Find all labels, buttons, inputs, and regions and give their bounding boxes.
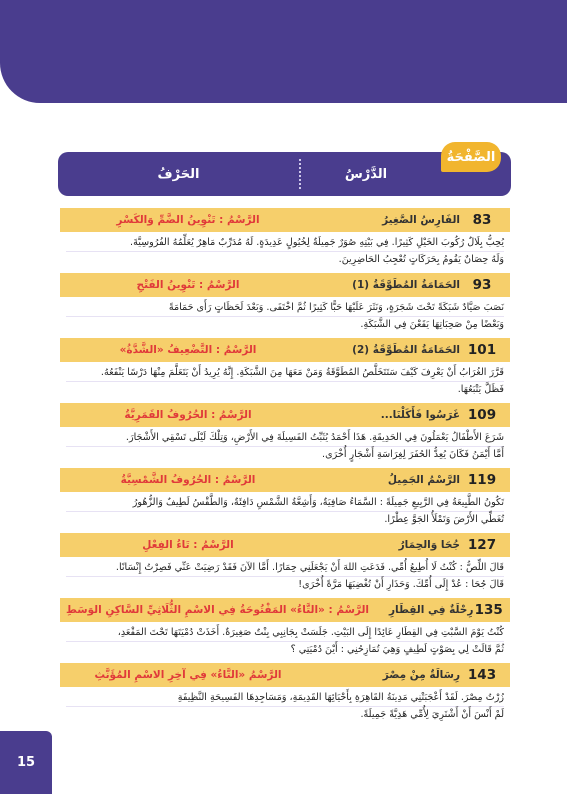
page-number-tab: [0, 731, 52, 794]
excerpt-line: فَظَلَّ يَتْبَعُهَا.: [457, 384, 504, 395]
entry-excerpt: [60, 427, 510, 463]
entry-page-number: 101: [467, 342, 497, 358]
entry-lesson-title: جُحَا وَالحِمَارُ: [398, 539, 460, 551]
list-item: [60, 403, 510, 463]
excerpt-line: وَلَهُ حِصَانٌ يَقُومُ بِحَرَكَاتٍ تُعْجِبُ الحَاضِرِينَ.: [338, 254, 504, 265]
entry-letter-topic: الرَّسْمُ : الحُرُوفُ الشَّمْسِيَّةُ: [120, 474, 256, 486]
entry-page-number: 93: [472, 277, 492, 293]
excerpt-line: وَبَعْضًا مِنْ صَحِبَاتِهَا يَقَعْنَ فِي الشَّبَكَةِ.: [360, 319, 504, 330]
entry-header: [60, 208, 510, 232]
entry-letter-topic: الرَّسْمُ : التَّضْعِيفُ «الشَّدَّةُ»: [119, 344, 257, 356]
excerpt-line: تُغَطِّي الأَرْضَ وَتَمْلَأُ الجَوَّ عِطْرًا.: [384, 514, 504, 525]
list-item: [60, 208, 510, 268]
top-decorative-band: [0, 0, 567, 103]
excerpt-line: قَرَّرَ الغُرَابُ أَنْ يَعْرِفَ كَيْفَ سَتَتَخَلَّصُ المُطَوَّقَةُ وَمَنْ مَعَهَا مِنَ الشَّبَكَةِ. إِنَّهُ يُرِيدُ أَنْ يَتَعَلَّمَ مِنْهَا دَرْسًا يَنْفَعُهُ.: [66, 365, 504, 382]
excerpt-line: شَرَعَ الأَطْفَالُ يَعْمَلُونَ فِي الحَدِيقَةِ. هَذَا أَحْمَدُ يُثَبِّتُ الفَسِيلَةَ فِي الأَرْضِ، وَتِلْكَ لَيْلَى تَسْقِي الأَشْجَارَ.: [66, 430, 504, 447]
header-lesson-label: الدَّرْسُ: [344, 166, 388, 182]
entry-page-number: 109: [467, 407, 497, 423]
excerpt-line: ثُمَّ قَالَتْ لِي بِصَوْتٍ لَطِيفٍ وَهِيَ تُمَازِحُنِي : أَيْنَ دُمْيَتِي ؟: [290, 644, 504, 655]
list-item: [60, 273, 510, 333]
entry-excerpt: [60, 687, 510, 723]
entry-page-number: 119: [467, 472, 497, 488]
excerpt-line: زُرْتُ مِصْرَ. لَقَدْ أَعْجَبَتْنِي مَدِينَةُ القَاهِرَةِ بِأَحْيَائِهَا القَدِيمَةِ، وَمَسَاجِدِهَا الفَسِيحَةِ النَّظِيفَةِ: [66, 690, 504, 707]
list-item: [60, 533, 510, 593]
excerpt-line: تَكُونُ الطَّبِيعَةُ فِي الرَّبِيعِ جَمِيلَةً : السَّمَاءُ صَافِيَةٌ، وَأَشِعَّةُ الشَّمْسِ دَافِئَةٌ، وَالطَّقْسُ لَطِيفٌ وَالزُّهُورُ: [66, 495, 504, 512]
entry-header: [60, 663, 510, 687]
header-letter-label: الحَرْفُ: [157, 166, 200, 182]
entry-page-number: 143: [467, 667, 497, 683]
excerpt-line: نَصَبَ صَيَّادٌ شَبَكَةً تَحْتَ شَجَرَةٍ، وَنَثَرَ عَلَيْهَا حَبًّا كَثِيرًا ثُمَّ اخْتَفَى. وَبَعْدَ لَحَظَاتٍ رَأَى حَمَامَةً: [66, 300, 504, 317]
entry-letter-topic: الرَّسْمُ «التَّاءُ» فِي آخِرِ الاسْمِ المُؤَنَّثِ: [94, 669, 282, 681]
entry-lesson-title: رِحْلَةٌ فِي القِطَارِ: [388, 604, 474, 616]
entry-letter-topic: الرَّسْمُ : «التَّاءُ» المَفْتُوحَةُ فِي الاسْمِ الثُّلَاثِيِّ السَّاكِنِ الوَسَطِ: [66, 604, 369, 616]
excerpt-line: قَالَ جُحَا : عُدْ إِلَى أُمِّكَ. وَحَذَارِ أَنْ تُغْضِبَهَا مَرَّةً أُخْرَى!: [298, 579, 504, 590]
entry-lesson-title: الرَّسْمُ الجَمِيلُ: [387, 474, 460, 486]
entry-lesson-title: الحَمَامَةُ المُطَوَّقَةُ (1): [352, 279, 460, 291]
entry-page-number: 127: [467, 537, 497, 553]
list-item: [60, 338, 510, 398]
entry-lesson-title: رِسَالَةٌ مِنْ مِصْرَ: [382, 669, 460, 681]
header-divider: [299, 159, 301, 189]
entry-letter-topic: الرَّسْمُ : تَنْوِينُ الفَتْحِ: [136, 279, 240, 291]
entry-lesson-title: الفَارِسُ الصَّغِيرُ: [382, 214, 460, 226]
list-item: [60, 468, 510, 528]
entry-letter-topic: الرَّسْمُ : تَنْوِينُ الضَّمِّ وَالكَسْرِ: [116, 214, 260, 226]
entry-lesson-title: الحَمَامَةُ المُطَوَّقَةُ (2): [352, 344, 460, 356]
entry-excerpt: [60, 557, 510, 593]
entry-header: [60, 273, 510, 297]
entry-header: [60, 468, 510, 492]
entry-excerpt: [60, 232, 510, 268]
table-header: [58, 149, 511, 196]
entry-header: [60, 533, 510, 557]
entry-excerpt: [60, 492, 510, 528]
excerpt-line: أَمَّا أَيْمَنُ فَكَانَ يُعِدُّ الحُفَرَ لِغِرَاسَةِ أَشْجَارٍ أُخْرَى.: [322, 449, 504, 460]
list-item: [60, 598, 510, 658]
entry-letter-topic: الرَّسْمُ : الحُرُوفُ القَمَرِيَّةُ: [124, 409, 252, 421]
entry-page-number: 83: [472, 212, 492, 228]
header-page-column: [431, 149, 511, 196]
entry-letter-topic: الرَّسْمُ : تَاءُ الفِعْلِ: [142, 539, 234, 551]
page-number: 15: [16, 755, 36, 770]
entry-header: [60, 338, 510, 362]
header-page-label: الصَّفْحَةُ: [441, 142, 501, 172]
excerpt-line: كُنْتُ يَوْمَ السَّبْتِ فِي القِطَارِ عَائِدًا إِلَى البَيْتِ. جَلَسَتْ بِجَانِبِي بِنْتٌ صَغِيرَةٌ. أَخَذَتْ دُمْيَتَهَا تَحْتَ المَقْعَدِ،: [66, 625, 504, 642]
contents-list: [60, 208, 510, 728]
entry-header: [60, 403, 510, 427]
entry-page-number: 135: [474, 602, 503, 618]
entry-excerpt: [60, 297, 510, 333]
entry-excerpt: [60, 362, 510, 398]
entry-excerpt: [60, 622, 510, 658]
excerpt-line: لَمْ أَنْسَ أَنْ أَشْتَرِيَ لِأُمِّي هَدِيَّةً جَمِيلَةً.: [360, 709, 504, 720]
entry-lesson-title: غَرَسُوا فَأَكَلْنَا...: [380, 409, 460, 421]
list-item: [60, 663, 510, 723]
excerpt-line: قَالَ اللِّصُّ : كُنْتُ لَا أُطِيعُ أُمِّي. فَدَعَتِ اللهَ أَنْ يَجْعَلَنِي حِمَارًا. أَمَّا الآنَ فَقَدْ رَضِيَتْ عَنِّي فَصِرْتُ إِنْسَانًا.: [66, 560, 504, 577]
excerpt-line: يُحِبُّ بِلَالٌ رُكُوبَ الخَيْلِ كَثِيرًا. فِي بَيْتِهِ صُوَرٌ جَمِيلَةٌ لِخُيُولٍ عَدِيدَةٍ. لَهُ مُدَرِّبٌ مَاهِرٌ يُعَلِّمُهُ الفُرُوسِيَّةَ.: [66, 235, 504, 252]
entry-header: [60, 598, 510, 622]
